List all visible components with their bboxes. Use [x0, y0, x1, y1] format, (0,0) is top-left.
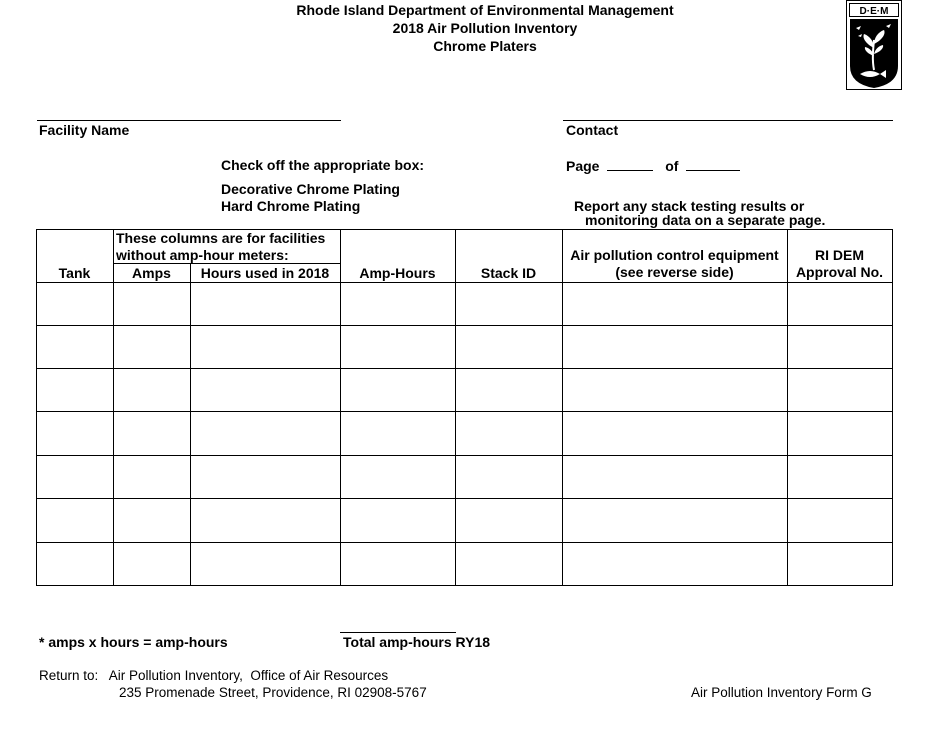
- table-row[interactable]: [36, 456, 893, 498]
- dem-logo: [846, 0, 902, 90]
- apc-header-line2: (see reverse side): [615, 264, 734, 280]
- col-header-amps: Amps: [132, 265, 171, 281]
- page-number-field: [566, 157, 740, 175]
- report-note-line2: monitoring data on a separate page.: [585, 212, 826, 228]
- table-row[interactable]: [36, 412, 893, 455]
- table-row[interactable]: [36, 369, 893, 411]
- page-total-input[interactable]: [686, 157, 740, 171]
- facility-name-line[interactable]: [37, 120, 341, 121]
- header-form-type: Chrome Platers: [433, 38, 537, 54]
- return-address-line1: Return to: Air Pollution Inventory, Office of Air Resources: [39, 668, 389, 683]
- group-header-line2: without amp-hour meters:: [116, 247, 289, 263]
- col-header-apc-equipment: [562, 247, 787, 281]
- col-header-hours: Hours used in 2018: [200, 265, 330, 281]
- group-header-line1: These columns are for facilities: [116, 230, 326, 246]
- dem-seal-icon: [846, 0, 902, 90]
- table-row[interactable]: [36, 326, 893, 368]
- table-row[interactable]: [36, 499, 893, 542]
- logo-text: D·E·M: [859, 6, 889, 17]
- ridem-header-line1: RI DEM: [815, 247, 864, 263]
- check-instruction: Check off the appropriate box:: [221, 157, 425, 173]
- return-address-line2: 235 Promenade Street, Providence, RI 02908-5767: [119, 685, 427, 700]
- col-header-ridem-approval: [787, 247, 892, 281]
- col-header-amp-hours: Amp-Hours: [359, 265, 436, 281]
- total-amp-hours-label: Total amp-hours RY18: [343, 634, 491, 650]
- emissions-table: [36, 229, 893, 586]
- col-header-tank: Tank: [58, 265, 91, 281]
- page-number-input[interactable]: [607, 157, 653, 171]
- option-decorative-chrome[interactable]: Decorative Chrome Plating: [221, 181, 400, 197]
- apc-header-line1: Air pollution control equipment: [570, 247, 779, 263]
- form-name: Air Pollution Inventory Form G: [691, 685, 872, 700]
- option-hard-chrome[interactable]: Hard Chrome Plating: [221, 198, 361, 214]
- formula-note: * amps x hours = amp-hours: [39, 634, 228, 650]
- table-row[interactable]: [36, 283, 893, 325]
- report-note-line1: Report any stack testing results or: [574, 198, 805, 214]
- col-header-stack-id: Stack ID: [480, 265, 537, 281]
- contact-label: Contact: [566, 122, 619, 138]
- ridem-header-line2: Approval No.: [795, 264, 884, 280]
- of-label: of: [665, 158, 679, 174]
- group-header: [116, 230, 325, 264]
- header-title: Rhode Island Department of Environmental Management: [296, 2, 674, 18]
- total-amp-hours-line[interactable]: [340, 632, 456, 633]
- facility-name-label: Facility Name: [39, 122, 130, 138]
- page-label: Page: [566, 158, 600, 174]
- contact-line[interactable]: [563, 120, 893, 121]
- header-subtitle: 2018 Air Pollution Inventory: [392, 20, 578, 36]
- table-row[interactable]: [36, 543, 893, 585]
